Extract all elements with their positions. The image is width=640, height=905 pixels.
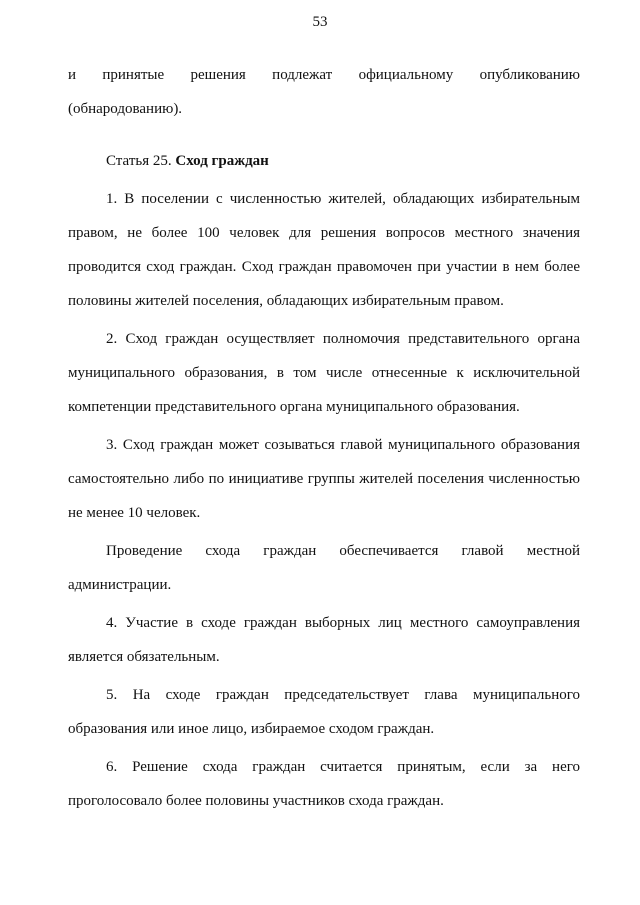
continued-paragraph: и принятые решения подлежат официальному опубликованию (обнародованию). [68, 67, 580, 117]
paragraph-3: 3. Сход граждан может созываться главой муниципального образования самостоятельно либо по инициативе группы жителей поселения численностью не менее 10 человек. [68, 437, 580, 521]
paragraph-4: 4. Участие в сходе граждан выборных лиц местного самоуправления является обязательным. [68, 615, 580, 665]
page-body [68, 58, 580, 818]
paragraph-1: 1. В поселении с численностью жителей, обладающих избирательным правом, не более 100 человек для решения вопросов местного значения проводится сход граждан. Сход граждан правомочен при участии в нем более половины жителей поселения, обладающих избирательным правом. [68, 191, 580, 309]
page-number: 53 [312, 14, 328, 30]
article-number: Статья 25. [106, 153, 172, 169]
paragraph-2: 2. Сход граждан осуществляет полномочия представительного органа муниципального образования, в том числе отнесенные к исключительной компетенции представительного органа муниципального образования. [68, 331, 580, 415]
paragraph-6: 6. Решение схода граждан считается принятым, если за него проголосовало более половины участников схода граждан. [68, 759, 580, 809]
paragraph-5: 5. На сходе граждан председательствует глава муниципального образования или иное лицо, избираемое сходом граждан. [68, 687, 580, 737]
article-heading [68, 144, 580, 178]
article-title: Сход граждан [175, 153, 269, 169]
paragraph-3-note: Проведение схода граждан обеспечивается главой местной администрации. [68, 543, 580, 593]
spacer [68, 126, 580, 144]
